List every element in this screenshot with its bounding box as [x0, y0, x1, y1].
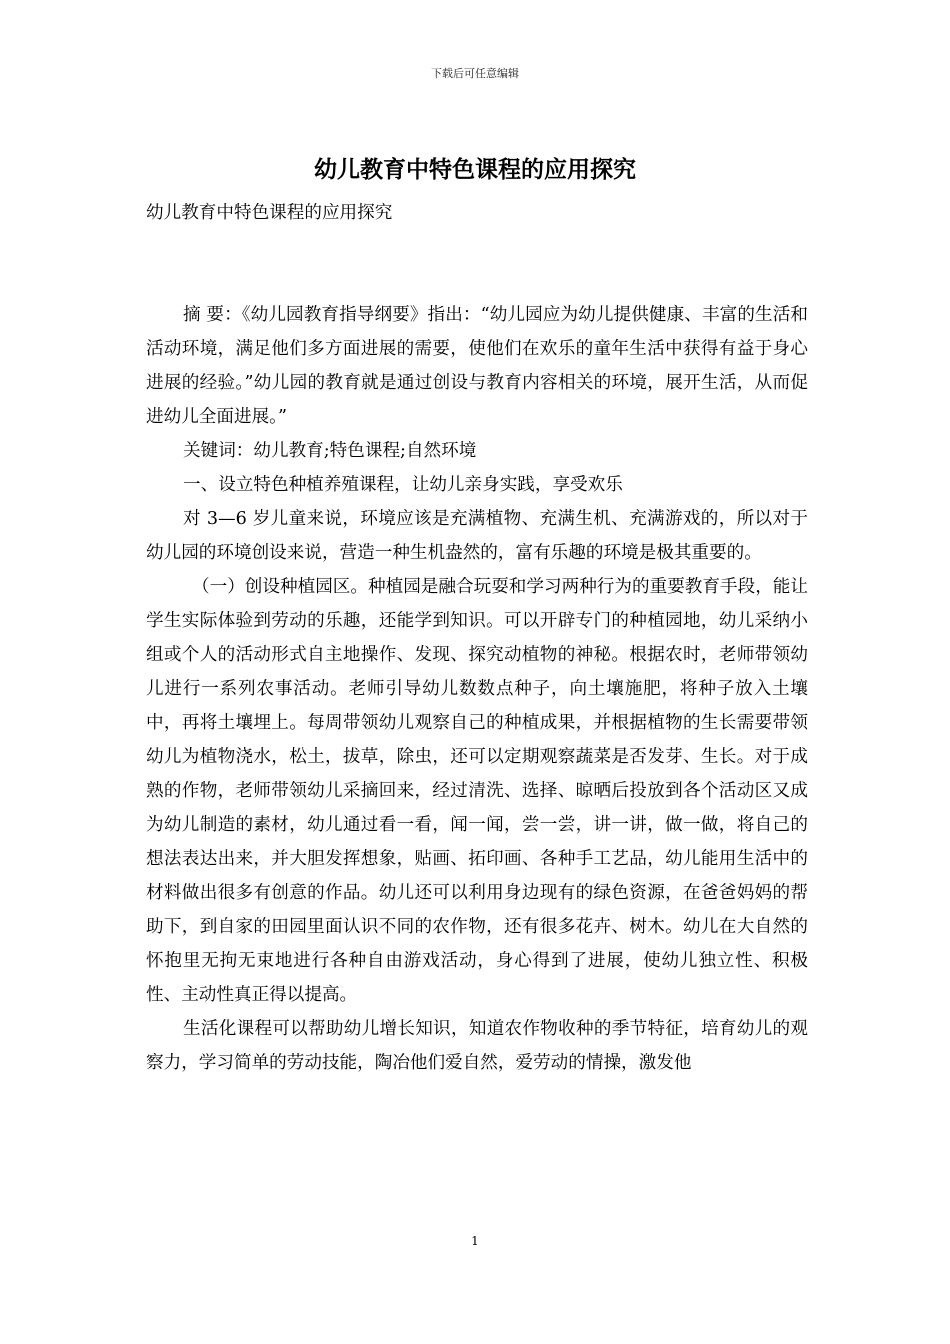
body-paragraph: 生活化课程可以帮助幼儿增长知识，知道农作物收种的季节特征，培育幼儿的观察力，学习简单的劳动技能，陶冶他们爱自然，爱劳动的情操，激发他	[146, 1019, 808, 1073]
abstract-paragraph: 摘 要：《幼儿园教育指导纲要》指出：“幼儿园应为幼儿提供健康、丰富的生活和活动环境，满足他们多方面进展的需要，使他们在欢乐的童年生活中获得有益于身心进展的经验。”幼儿园的教育就是通过创设与教育内容相关的环境，展开生活，从而促进幼儿全面进展。”	[146, 305, 808, 427]
page-header: 下载后可任意编辑	[431, 67, 519, 80]
document-subtitle: 幼儿教育中特色课程的应用探究	[146, 203, 393, 223]
body-paragraph: （一）创设种植园区。种植园是融合玩耍和学习两种行为的重要教育手段，能让学生实际体验到劳动的乐趣，还能学到知识。可以开辟专门的种植园地，幼儿采纳小组或个人的活动形式自主地操作、发现、探究动植物的神秘。根据农时，老师带领幼儿进行一系列农事活动。老师引导幼儿数数点种子，向土壤施肥，将种子放入土壤中，再将土壤埋上。每周带领幼儿观察自己的种植成果，并根据植物的生长需要带领幼儿为植物浇水，松土，拔草，除虫，还可以定期观察蔬菜是否发芽、生长。对于成熟的作物，老师带领幼儿采摘回来，经过清洗、选择、晾晒后投放到各个活动区又成为幼儿制造的素材，幼儿通过看一看，闻一闻，尝一尝，讲一讲，做一做，将自己的想法表达出来，并大胆发挥想象，贴画、拓印画、各种手工艺品，幼儿能用生活中的材料做出很多有创意的作品。幼儿还可以利用身边现有的绿色资源，在爸爸妈妈的帮助下，到自家的田园里面认识不同的农作物，还有很多花卉、树木。幼儿在大自然的怀抱里无拘无束地进行各种自由游戏活动，身心得到了进展，使幼儿独立性、积极性、主动性真正得以提高。	[146, 577, 808, 1005]
page-number: 1	[471, 1234, 479, 1248]
section-heading: 一、设立特色种植养殖课程，让幼儿亲身实践，享受欢乐	[183, 475, 623, 495]
document-title: 幼儿教育中特色课程的应用探究	[314, 157, 636, 183]
blank-line	[146, 264, 808, 298]
document-body	[146, 196, 808, 1080]
body-paragraph: 对 3—6 岁儿童来说，环境应该是充满植物、充满生机、充满游戏的，所以对于幼儿园的环境创设来说，营造一种生机盎然的，富有乐趣的环境是极其重要的。	[146, 509, 808, 563]
keywords-line: 关键词：幼儿教育;特色课程;自然环境	[183, 441, 477, 461]
